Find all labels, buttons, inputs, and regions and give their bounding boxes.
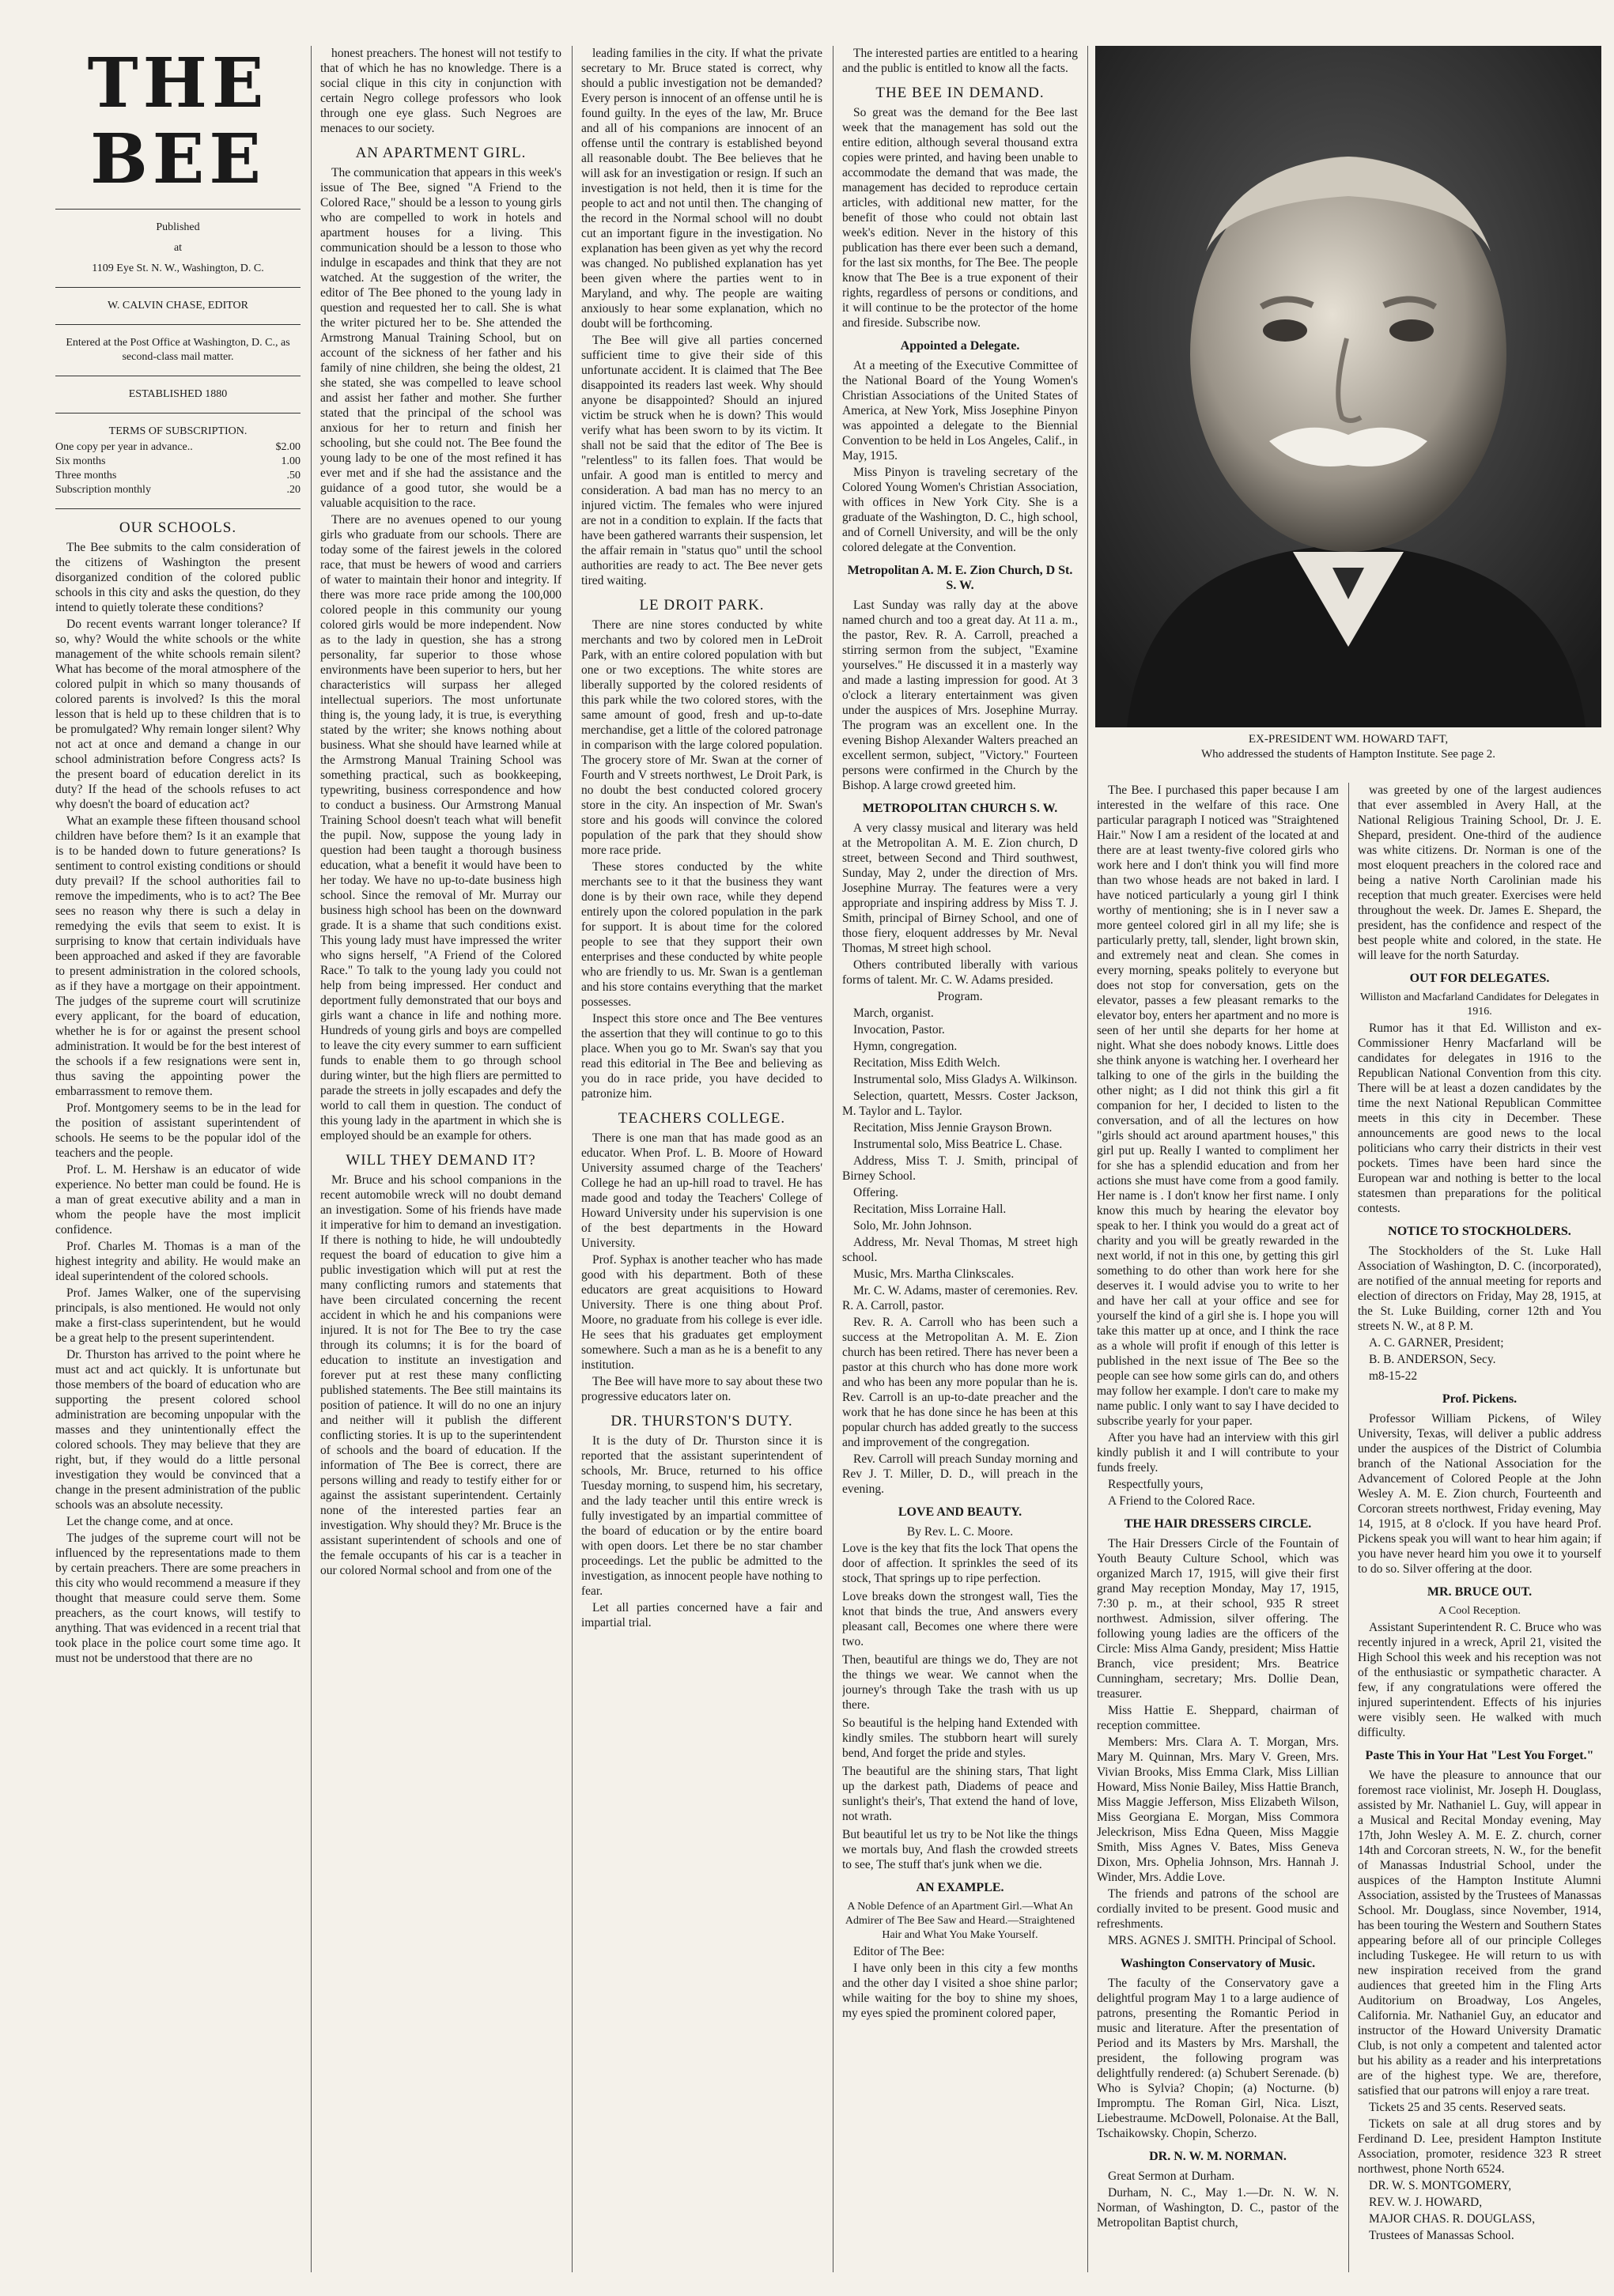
paragraph: These stores conducted by the white merchants see to it that the business they want done is by their own race, while they depend entirely upon the colored population in the park for support. It is about time for the colored people to see that they support their own enterprises and these conducted by white people who are friendly to us. Mr. Swan is a gentleman and his store contains everything that the market possesses. (581, 860, 822, 1009)
article-prof-pickens (1358, 1411, 1601, 1577)
article-notice-stockholders (1358, 1244, 1601, 1384)
paragraph: Recitation, Miss Lorraine Hall. (853, 1203, 1007, 1216)
paragraph: Offering. (853, 1186, 898, 1199)
paragraph: The faculty of the Conservatory gave a delightful program May 1 to a large audience of patrons, presenting the Romantic Period in music and literature. After the presentation of Period and its Masters by Mrs. Marshall, the president, the following program was delightfully rendered: (a) Schubert Serenade. (b) Who is Sylvia? Chopin; (a) Nocturne. (b) Impromptu. The Roman Girl, Nica. Liszt, Liebestraume. McDowell, Polonaise. At the Ball, Tschaikowsky. Chopin, Scherzo. (1097, 1977, 1339, 2140)
terms-price: 1.00 (281, 455, 300, 467)
column-rule (572, 46, 573, 2272)
paragraph: m8-15-22 (1369, 1369, 1418, 1383)
paragraph: Hymn, congregation. (853, 1040, 958, 1053)
paragraph: Let all parties concerned have a fair and impartial trial. (581, 1601, 822, 1629)
article-zion-church (842, 598, 1078, 793)
paragraph: Trustees of Manassas School. (1369, 2229, 1514, 2242)
terms-row (55, 469, 300, 483)
poem-author: By Rev. L. C. Moore. (906, 1525, 1014, 1539)
paragraph: The judges of the supreme court will not be influenced by the representations made to them by certain preachers. There are some preachers in this city who would recommend a measure if they thought that measure could serve them. Some preachers, as the court knows, will testify to anything. That was evidenced in a recent trial that took place in the police court some time ago. It must not be understood that there are no (55, 1531, 300, 1665)
article-thurston-duty (581, 1433, 822, 1630)
terms-label: Six months (55, 455, 106, 467)
paragraph: Address, Miss T. J. Smith, principal of Birney School. (842, 1154, 1078, 1183)
headline-notice-stockholders: NOTICE TO STOCKHOLDERS. (1388, 1225, 1571, 1238)
article-norman (1097, 2169, 1339, 2230)
headline-example: AN EXAMPLE. (916, 1881, 1004, 1894)
paragraph: Miss Pinyon is traveling secretary of the Colored Young Women's Christian Association, with offices in New York City. She is a graduate of the Washington, D. C., high school, and of Cornell University, and will be the only colored delegate at the Convention. (842, 466, 1078, 554)
masthead-at: at (173, 242, 183, 254)
paragraph: The beautiful are the shining stars, That light up the darkest path, Diadems of peace and sunlight's their's, That extend the hand of love, not wrath. (842, 1765, 1078, 1823)
paragraph: Music, Mrs. Martha Clinkscales. (853, 1267, 1015, 1281)
paragraph: MAJOR CHAS. R. DOUGLASS, (1369, 2212, 1536, 2226)
article-continuation (1358, 783, 1601, 963)
paragraph: Tickets on sale at all drug stores and by Ferdinand D. Lee, president Hampton Institute Association, promoter, residence 323 R street northwest, phone North 6524. (1358, 2117, 1601, 2176)
terms-row (55, 455, 300, 469)
paragraph: What an example these fifteen thousand school children have before them? Is it an example that is to be handed down to future generations? Is sentiment to control existing conditions or should duty prevail? If the school authorities fail to remove the impediments, who is to act? The Bee sees no reason why there is such a delay in remedying the evils that seem to exist. It is surprising to know that certain individuals have been approached and asked if they are favorable to present administration in the colored schools, as if they have a mortgage on their appointment. The judges of the supreme court will scrutinize every applicant, for the board of education, whether he is for or against the present school administration. It would be for the best interest of the schools if a few resignations were sent in, thus saving the appointing power the embarrassment to remove them. (55, 814, 300, 1098)
column-1 (55, 46, 300, 2272)
article-continuation (842, 46, 1078, 76)
paragraph: Let the change come, and at once. (66, 1515, 233, 1528)
article-conservatory (1097, 1976, 1339, 2141)
article-out-for-delegates (1358, 1021, 1601, 1216)
paragraph: It is the duty of Dr. Thurston since it is reported that the assistant superintendent of schools, Mr. Bruce, returned to his office Tuesday morning, to suspend him, his secretary, and the lady teacher until this entire wreck is fully investigated by an impartial committee of the board of education or by the entire board with open doors. Let there be no star chamber proceedings. Let the public be admitted to the investigation, as innocent people have nothing to fear. (581, 1434, 822, 1598)
paragraph: There are no avenues opened to our young girls who graduate from our schools. There are today some of the fairest jewels in the colored race, that must be hewers of wood and carriers of water to maintain their honor and integrity. If there was more race pride among the 100,000 colored people in this community our young colored girls would be more independent. Now as to the lady in question, she has a strong personality, far superior to those whose environments have been superior to hers, but her characteristics will surpass her alleged intellectual superiors. The most unfortunate thing is, the young lady, it is true, is everything stated by the writer; she knows nothing about business. What she should have learned while at the Armstrong Manual Training School was something practical, such as bookkeeping, typewriting, business correspondence and how to conduct a business. Our Armstrong Manual Training School doesn't teach what will benefit the pupil. Now, suppose the young lady in question had been taught a thorough business education, what a benefit it would have been to her today. We have no up-to-date business high school. Since the removal of Mr. Murray our business high school has been on the downward grade. It is a shame that such conditions exist. This young lady must have impressed the writer who signs herself, "A Friend of the Colored Race." To talk to the young lady you could not help from being impressed. Her conduct and deportment fully demonstrated that our boys and girls want a chance in life and nothing more. Hundreds of young girls and boys are compelled to leave the city every summer to earn sufficient funds to enable them to go through school during winter, but the high fliers are permitted to parade the streets in jolly escapades and defy the world to call them in question. The conduct of this young lady in the apartment in which she is employed should be an example for others. (320, 513, 561, 1142)
paragraph: Prof. James Walker, one of the supervising principals, is also mentioned. He would not only make a first-class superintendent, but he would be a great help to the present superintendent. (55, 1286, 300, 1345)
terms-price: .20 (286, 484, 300, 496)
example-subhead: A Noble Defence of an Apartment Girl.—What An Admirer of The Bee Saw and Heard.—Straightened Hair and What You Make Yourself. (845, 1901, 1075, 1941)
paragraph: There are nine stores conducted by white merchants and two by colored men in LeDroit Park, with an entire colored population with but one or two exceptions. The white stores are liberally supported by the colored residents of this park while the two colored stores, with the same amount of good, fresh and up-to-date merchandise, get a little of the colored patronage in comparison with the large colored population. The grocery store of Mr. Swan at the corner of Fourth and V streets northwest, Le Droit Park, is no doubt the best conducted colored grocery store in the city. An inspection of Mr. Swan's store and his goods will convince the colored population of the park that they should show more race pride. (581, 618, 822, 857)
paragraph: Love breaks down the strongest wall, Ties the knot that binds the true, And answers every pleasant call, Becomes one where there were two. (842, 1590, 1078, 1648)
paragraph: Prof. Syphax is another teacher who has made good with his department. Both of these educators are great acquisitions to Howard University. There is one thing about Prof. Moore, no graduate from his college is ever idle. He sees that his graduates get employment somewhere. Such a man as he is a benefit to any institution. (581, 1253, 822, 1372)
paragraph: But beautiful let us try to be Not like the things we mortals buy, And flash the crowded streets to see, The stuff that's junk when we die. (842, 1828, 1078, 1871)
article-mr-bruce-out (1358, 1620, 1601, 1740)
masthead-address: 1109 Eye St. N. W., Washington, D. C. (92, 262, 264, 274)
paragraph: March, organist. (853, 1006, 934, 1020)
paragraph: Inspect this store once and The Bee ventures the assertion that they will continue to go to this place. When you go to Mr. Swan's say that you read this editorial in The Bee and believing as you do in race pride, you have decided to patronize him. (581, 1012, 822, 1101)
paragraph: The Bee submits to the calm consideration of the citizens of Washington the present disorganized condition of the colored public schools in this city and asks the question, do they intend to quietly tolerate these conditions? (55, 541, 300, 614)
paragraph: After you have had an interview with this girl kindly publish it and I will contribute to your funds freely. (1097, 1431, 1339, 1475)
article-le-droit-park (581, 617, 822, 1101)
article-metro-church (842, 821, 1078, 988)
paragraph: Editor of The Bee: (853, 1945, 945, 1958)
headline-mr-bruce-out: MR. BRUCE OUT. (1427, 1585, 1533, 1599)
paragraph: leading families in the city. If what the private secretary to Mr. Bruce stated is correct, why should a public investigation not be demanded? Every person is innocent of an offense until he is found guilty. In the eyes of the law, Mr. Bruce and all of his companions are innocent of an offense until the contrary is established beyond all reasonable doubt. The Bee believes that he will ask for an investigation or resign. If such an investigation is not held, then it is time for the people to act and not until then. The changing of the record in the Normal school will no doubt cut an important figure in the investigation. No explanation has been given as yet why the record was changed. No published explanation has yet been given where the parties went to in Maryland, and why. The people are waiting anxiously to hear some explanation, which no doubt will be forthcoming. (581, 47, 822, 330)
paragraph: I have only been in this city a few months and the other day I visited a shoe shine parlor; while waiting for the boy to shine my shoes, my eyes spied the prominent colored paper, (842, 1962, 1078, 2020)
headline-out-for-delegates: OUT FOR DELEGATES. (1409, 972, 1550, 985)
article-our-schools (55, 540, 300, 1666)
article-apartment-girl (320, 165, 561, 1143)
column-5 (1097, 783, 1339, 2272)
article-metro-after (842, 1315, 1078, 1497)
paragraph: Dr. Thurston has arrived to the point where he must act and act quickly. It is unfortunate but those members of the board of education who are supporting the present colored school administration are becoming unpopular with the masses and they unintentionally effect the colored schools. They may believe that they are right, but, if they would do a little personal investigation they would be convinced that a change in the present administration of the public schools was an absolute necessity. (55, 1348, 300, 1512)
article-delegate (842, 358, 1078, 555)
paragraph: The friends and patrons of the school are cordially invited to be present. Good music and refreshments. (1097, 1887, 1339, 1931)
paragraph: Recitation, Miss Edith Welch. (853, 1056, 1000, 1070)
paragraph: Rumor has it that Ed. Williston and ex-Commissioner Henry Macfarland will be candidates for delegates in 1916 to the Republican National Convention from this city. There will be at least a dozen candidates by the time the next National Republican Committee meets in this city in December. These announcements are good news to the local politicians who carry their districts in their vest pockets. Times have been hard since the European war and nothing is better to the local statesmen than preparations for the political contests. (1358, 1021, 1601, 1215)
paragraph: We have the pleasure to announce that our foremost race violinist, Mr. Joseph H. Douglass, assisted by Mr. Nathaniel L. Guy, will appear in a Musical and Recital Monday evening, May 17th, John Wesley A. M. E. Z. church, corner 14th and Corcoran streets, N. W., for the benefit of Manassas Industrial School, under the auspices of the Hampton Institute Alumni Association, assisted by the Trustees of Manassas School. Mr. Douglass, since November, 1914, has been touring the Western and Southern States appearing before all of our principle Colleges including Tuskegee. He will return to us with new inspiration received from the grand audiences that greeted him in the Fling Arts Auditorium on Broadway, Los Angeles, California. Mr. Nathaniel Guy, an educator and instructor of the Howard University Dramatic Club, is not only a competent and talented actor but his ability as a reader and his interpretations are of the highest type. We are, therefore, satisfied that our patrons will enjoy a rare treat. (1358, 1769, 1601, 2098)
paragraph: Respectfully yours, (1108, 1478, 1204, 1491)
paragraph: Rev. R. A. Carroll who has been such a success at the Metropolitan A. M. E. Zion church has been retired. There has never been a pastor at this church who has done more work and who has been any more popular than he is. Rev. Carroll is an up-to-date preacher and the work that he has done since he has been at this popular church has added greatly to the success and improvement of the congregation. (842, 1316, 1078, 1449)
poem-love-beauty (842, 1541, 1078, 1872)
headline-will-they-demand: WILL THEY DEMAND IT? (346, 1152, 536, 1169)
article-hair-dressers (1097, 1536, 1339, 1948)
paragraph: Tickets 25 and 35 cents. Reserved seats. (1369, 2101, 1567, 2114)
headline-bee-in-demand: THE BEE IN DEMAND. (875, 85, 1045, 101)
masthead-entered: Entered at the Post Office at Washington, D. C., as second-class mail matter. (66, 337, 290, 363)
paragraph: The Hair Dressers Circle of the Fountain of Youth Beauty Culture School, which was organized March 17, 1915, will give their first grand May reception Monday, May 17, 1915, 7:30 p. m., at their school, 935 R street northwest. Admission, silver offering. The following young ladies are the officers of the Circle: Miss Alma Gandy, president; Miss Hattie Branch, vice president; Mrs. Beatrice Cunningham, secretary; Mrs. Dollie Dean, treasurer. (1097, 1537, 1339, 1701)
caption-name: EX-PRESIDENT WM. HOWARD TAFT, (1248, 733, 1449, 746)
column-rule (1348, 783, 1349, 2272)
headline-our-schools: OUR SCHOOLS. (119, 519, 237, 536)
terms-heading: TERMS OF SUBSCRIPTION. (108, 425, 248, 437)
paragraph: Invocation, Pastor. (853, 1023, 945, 1037)
headline-hair-dressers: THE HAIR DRESSERS CIRCLE. (1124, 1517, 1312, 1531)
headline-prof-pickens: Prof. Pickens. (1442, 1392, 1518, 1406)
paragraph: Professor William Pickens, of Wiley University, Texas, will deliver a public address under the auspices of the District of Columbia branch of the National Association for the Advancement of Colored People at the John Wesley A. M. E. Zion church, Fourteenth and Corcoran streets northwest, Friday evening, May 14, 1915, at 8 o'clock. If you have heard Prof. Pickens speak you will want to hear him again; if you have never heard him you owe it to yourself to do so. Silver offering at the door. (1358, 1412, 1601, 1576)
headline-delegate: Appointed a Delegate. (900, 339, 1020, 353)
subscription-terms (55, 440, 300, 497)
masthead-editor: W. CALVIN CHASE, EDITOR (108, 300, 248, 312)
paragraph: Prof. Montgomery seems to be in the lead for the position of assistant superintendent of schools. He seems to be the popular idol of the teachers and the people. (55, 1101, 300, 1160)
paragraph: REV. W. J. HOWARD, (1369, 2196, 1483, 2209)
terms-price: $2.00 (275, 441, 300, 453)
headline-le-droit-park: LE DROIT PARK. (639, 597, 765, 614)
masthead-established: ESTABLISHED 1880 (128, 388, 228, 400)
article-paste-in-hat (1358, 1768, 1601, 2243)
paragraph: Miss Hattie E. Sheppard, chairman of reception committee. (1097, 1704, 1339, 1732)
paragraph: The Stockholders of the St. Luke Hall Association of Washington, D. C. (incorporated), are notified of the annual meeting for reports and election of directors on Friday, May 28, 1915, at the St. Luke Building, corner 12th and You streets N. W., at 8 P. M. (1358, 1244, 1601, 1333)
column-2 (320, 46, 561, 2272)
paragraph: So beautiful is the helping hand Extended with kindly smiles. The stubborn heart will surely bend, And forget the pride and styles. (842, 1716, 1078, 1760)
paragraph: Assistant Superintendent R. C. Bruce who was recently injured in a wreck, April 21, visited the High School this week and his reception was not of the enthusiastic or sympathetic character. A few, if any congratulations were offered the injured superintendent. Effects of his injuries were visibly seen. He walked with much difficulty. (1358, 1621, 1601, 1739)
paragraph: Do recent events warrant longer tolerance? If so, why? Would the white schools or the white management of the white schools remain silent? What has become of the moral atmosphere of the colored pulpit in which so many thousands of colored parents is involved? Is this the moral lesson that is held up to these children that is to be promulgated? Why remain longer silent? Why not act at once and demand a change in our school administration before Congress acts? Is the present board of education derelict in its duty? If the head of the schools refuses to act why doesn't the board of education act? (55, 617, 300, 811)
masthead-title: THE BEE (87, 46, 269, 199)
paragraph: Members: Mrs. Clara A. T. Morgan, Mrs. Mary M. Quinnan, Mrs. Mary V. Green, Mrs. Vivian Brooks, Miss Emma Clark, Miss Lillian Howard, Miss Nonie Bailey, Miss Hattie Branch, Miss Maggie Jefferson, Miss Elizabeth Wilson, Miss Georgiana E. Morgan, Miss Commora Jeleckrison, Miss Edna Queen, Miss Maggie Smith, Miss Agnes V. Bates, Miss Geneva Dixon, Mrs. Ophelia Johnson, Mrs. Hannah J. Winder, Mrs. Addie Love. (1097, 1735, 1339, 1884)
paragraph: Then, beautiful are things we do, They are not the things we wear. We cannot when the journey's through Take the trash with us up there. (842, 1653, 1078, 1712)
paragraph: A Friend to the Colored Race. (1108, 1494, 1255, 1508)
column-6 (1358, 783, 1601, 2272)
column-rule (1087, 46, 1088, 2272)
paragraph: honest preachers. The honest will not testify to that of which he has no knowledge. There is a social clique in this city in conjunction with certain Negro college professors who look through one eye glass. Such Negroes are menaces to our society. (320, 47, 561, 135)
paragraph: Instrumental solo, Miss Gladys A. Wilkinson. (853, 1073, 1078, 1086)
paragraph: There is one man that has made good as an educator. When Prof. L. B. Moore of Howard University assumed charge of the Teachers' College he had an up-hill road to travel. He has made good and today the Teachers' College of Howard University under his supervision is one of the best departments in the Howard University. (581, 1131, 822, 1250)
program-list (842, 1006, 1078, 1313)
paragraph: Last Sunday was rally day at the above named church and too a great day. At 11 a. m., the pastor, Rev. R. A. Carroll, preached a stirring sermon from the subject, "Examine yourselves." He discussed it in a masterly way and made a lasting impression for good. At 3 o'clock a literary entertainment was given under the auspices of Mrs. Josephine Murray. The program was an excellent one. In the evening Bishop Alexander Walters preached an excellent sermon, subject, "Victory." Fourteen persons were confirmed in the Church by the Bishop. A large crowd greeted him. (842, 599, 1078, 792)
headline-teachers-college: TEACHERS COLLEGE. (618, 1110, 786, 1127)
paragraph: B. B. ANDERSON, Secy. (1369, 1353, 1496, 1366)
terms-label: Three months (55, 470, 117, 481)
article-example (842, 1944, 1078, 2021)
paragraph: The Bee. I purchased this paper because I am interested in the welfare of this race. One particular paragraph I noticed was "Straightened Hair." Now I am a resident of the located at and there are at least twenty-five colored girls who work here and I don't think you will find more than two whose heads are not baked in lard. I have noticed particularly a young girl I think worthy of mentioning; she is in I never saw a more genteel colored girl in all my life; she is particularly pretty, tall, slender, light brown skin, and extremely neat and clean. She comes in every morning, speaks politely to everyone but does not stop for conversation, gets on the elevator, passes a few pleasant remarks to the elevator boy, enters her apartment and no more is seen of her until she departs for her home at night. What she does nobody knows. Little does she think anyone is watching her. I overheard her talking to one of the girls in the building the other night; as I did not think this girl a fit companion for her, I decided to listen to the conversation, and of all the lectures on how "girls should act around apartment houses," this girl put up. Really I wanted to compliment her for she has a splendid education and from her actions she must have come from a good family. Her name is . I don't know her first name. I only know this much by hearing the elevator boy speak to her. I think you would do a great act of charity and you will be greatly rewarded in the next world, if not in this one, by getting this girl something to do other than work here for she deserves it. I would advise you to write to her and have her call at your office and see for yourself the kind of a girl she is. I hope you will take this matter up at once, and I think the race as a whole will profit if enough of this letter is published in the next issue of The Bee so the people can see how some girls can do, and others may follow her example. I don't care to make my name public. I only want to say I have decided to subscribe yearly for your paper. (1097, 784, 1339, 1428)
photo-caption (1095, 732, 1601, 762)
paragraph: Solo, Mr. John Johnson. (853, 1219, 972, 1233)
paragraph: The communication that appears in this week's issue of The Bee, signed "A Friend to the Colored Race," should be a lesson to young girls who are compelled to work in hotels and apartment houses for a living. This communication should be a lesson to those who indulge in escapades and think that they are not watched. At the suggestion of the writer, the editor of The Bee phoned to the young lady in question and requested her to call. She is what the writer pictured her to be. She attended the Armstrong Manual Training School, but on account of the sickness of her father and his family of nine children, she being the oldest, 21 she stated, she was compelled to leave school and assist her father and mother. She further stated that the principal of the school was anxious for her to return and finish her schooling, but she could not. The Bee found the young lady to be one of the most refined it has ever met and if she had the assistance and the guidance of a good tutor, she would be a valuable acquisition to the race. (320, 166, 561, 510)
paragraph: Prof. Charles M. Thomas is a man of the highest integrity and ability. He would make an ideal superintendent of the colored schools. (55, 1240, 300, 1283)
terms-row (55, 440, 300, 455)
column-rule (311, 46, 312, 2272)
column-3 (581, 46, 822, 2272)
paragraph: Rev. Carroll will preach Sunday morning and Rev J. T. Miller, D. D., will preach in the evening. (842, 1452, 1078, 1496)
paragraph: Instrumental solo, Miss Beatrice L. Chase. (853, 1138, 1063, 1151)
terms-price: .50 (286, 470, 300, 481)
headline-conservatory: Washington Conservatory of Music. (1120, 1957, 1316, 1970)
terms-label: Subscription monthly (55, 484, 151, 496)
paragraph: Address, Mr. Neval Thomas, M street high school. (842, 1236, 1078, 1264)
column-4 (842, 46, 1078, 2272)
letter-continuation (1097, 783, 1339, 1509)
paragraph: The Bee will give all parties concerned sufficient time to give their side of this unfortunate accident. It is claimed that The Bee disappointed its readers last week. Why should anyone be disappointed? Should an injured victim be struck when he is down? This would verify what has been sworn to by its victim. It shall not be said that the editor of The Bee is "relentless" to its fallen foes. That would be unfair. A good man is entitled to mercy and consideration. A bad man has no mercy to an injured victim. The females who were injured are not in a condition to explain. If the facts that have been gathered warrants their suspension, let the affair remain in "status quo" until the school authorities are ready to act. The Bee never gets tired waiting. (581, 334, 822, 587)
paragraph: So great was the demand for the Bee last week that the management has sold out the entire edition, although several thousand extra copies were printed, and having been unable to accommodate the demand that was made, the management has decided to reproduce certain articles, with additional new matter, for the benefit of those who could not obtain last week's edition. Never in the history of this publication has there ever been such a demand, for the last six months, for The Bee. The people know that The Bee is a true exponent of their rights, regardless of persons or conditions, and it will continue to be the protector of the home and fireside. Subscribe now. (842, 106, 1078, 330)
program-heading: Program. (937, 990, 983, 1003)
paragraph: Prof. L. M. Hershaw is an educator of wide experience. No better man could be found. He is a man of great executive ability and a man in whom the people have the most implicit confidence. (55, 1163, 300, 1237)
paragraph: Great Sermon at Durham. (1108, 2169, 1235, 2183)
masthead-published: Published (156, 221, 200, 233)
headline-norman: DR. N. W. M. NORMAN. (1149, 2150, 1287, 2163)
paragraph: Durham, N. C., May 1.—Dr. N. W. N. Norman, of Washington, D. C., pastor of the Metropolitan Baptist church, (1097, 2186, 1339, 2230)
headline-love-beauty: LOVE AND BEAUTY. (898, 1505, 1022, 1519)
paragraph: Love is the key that fits the lock That opens the door of affection. It sprinkles the seed of its stock, That springs up to ripe perfection. (842, 1542, 1078, 1585)
delegates-subhead: Williston and Macfarland Candidates for Delegates in 1916. (1360, 991, 1599, 1018)
headline-zion-church: Metropolitan A. M. E. Zion Church, D St. S. W. (847, 564, 1073, 592)
caption-text: Who addressed the students of Hampton Institute. See page 2. (1201, 748, 1495, 761)
paragraph: A. C. GARNER, President; (1369, 1336, 1504, 1350)
paragraph: The interested parties are entitled to a hearing and the public is entitled to know all the facts. (842, 47, 1078, 75)
paragraph: A very classy musical and literary was held at the Metropolitan A. M. E. Zion church, D street, between Second and Third southwest, Sunday, May 2, under the direction of Mrs. Josephine Murray. The features were a very appropriate and inspiring address by Miss T. J. Smith, principal of Birney School, and one of those fiery, eloquent addresses by Mr. Neval Thomas, M street high school. (842, 821, 1078, 955)
paragraph: Others contributed liberally with various forms of talent. Mr. C. W. Adams presided. (842, 958, 1078, 987)
paragraph: Recitation, Miss Jennie Grayson Brown. (853, 1121, 1053, 1135)
article-continuation (320, 46, 561, 136)
terms-label: One copy per year in advance.. (55, 441, 193, 453)
terms-row (55, 483, 300, 497)
paragraph: DR. W. S. MONTGOMERY, (1369, 2179, 1512, 2192)
headline-thurston-duty: DR. THURSTON'S DUTY. (610, 1413, 793, 1429)
paragraph: The Bee will have more to say about these two progressive educators later on. (581, 1375, 822, 1403)
article-will-they-demand (320, 1173, 561, 1578)
headline-apartment-girl: AN APARTMENT GIRL. (355, 145, 527, 161)
article-continuation (581, 46, 822, 588)
paragraph: was greeted by one of the largest audiences that ever assembled in Avery Hall, at the National Religious Training School, Dr. J. E. Shepard, president. One-third of the audience was white citizens. Dr. Norman is one of the most eloquent preachers in the colored race and being a native North Carolinian made his reception that much greater. Exercises were held throughout the week. Dr. James E. Shepard, the president, has the confidence and respect of the best people white and colored, in the state. He will leave for the north Saturday. (1358, 784, 1601, 962)
headline-metro-church: METROPOLITAN CHURCH S. W. (862, 802, 1058, 815)
paragraph: At a meeting of the Executive Committee of the National Board of the Young Women's Christian Associations of the United States of America, at New York, Miss Josephine Pinyon was appointed a delegate to the Biennial Convention to be held in Los Angeles, Calif., in May, 1915. (842, 359, 1078, 463)
article-bee-in-demand (842, 105, 1078, 330)
portrait-illustration (1095, 46, 1601, 727)
article-teachers-college (581, 1131, 822, 1404)
taft-portrait-photo (1095, 46, 1601, 727)
paragraph: Mr. Bruce and his school companions in the recent automobile wreck will no doubt demand an investigation. Some of his friends have made it imperative for him to demand an investigation. If there is nothing to hide, he will undoubtedly request the board of education to give him a public investigation which will put at rest the many conflicting rumors and statements that have been circulated concerning the recent accident in which he and his companions were injured. It is not for The Bee to try the case through its columns; it is for the board of education to institute an investigation and forever put at rest these many conflicting published statements. The Bee still maintains its position of patience. It will do no one an injury and neither will it publish the different conflicting stories. It is up to the superintendent of schools and the board of education. If the information of The Bee is correct, there are persons willing and ready to testify either for or against the assistant superintendent. Certainly none of the interested parties fear an investigation. Why should they? Mr. Bruce is the assistant superintendent of schools and one of the female occupants of his car is a teacher in our colored Normal school and from one of the (320, 1173, 561, 1577)
paragraph: MRS. AGNES J. SMITH. Principal of School. (1108, 1934, 1336, 1947)
paragraph: Selection, quartett, Messrs. Coster Jackson, M. Taylor and L. Taylor. (842, 1089, 1078, 1118)
headline-paste-in-hat: Paste This in Your Hat "Lest You Forget." (1365, 1749, 1594, 1762)
bruce-subhead: A Cool Reception. (1438, 1605, 1521, 1617)
paragraph: Mr. C. W. Adams, master of ceremonies. Rev. R. A. Carroll, pastor. (842, 1284, 1078, 1312)
